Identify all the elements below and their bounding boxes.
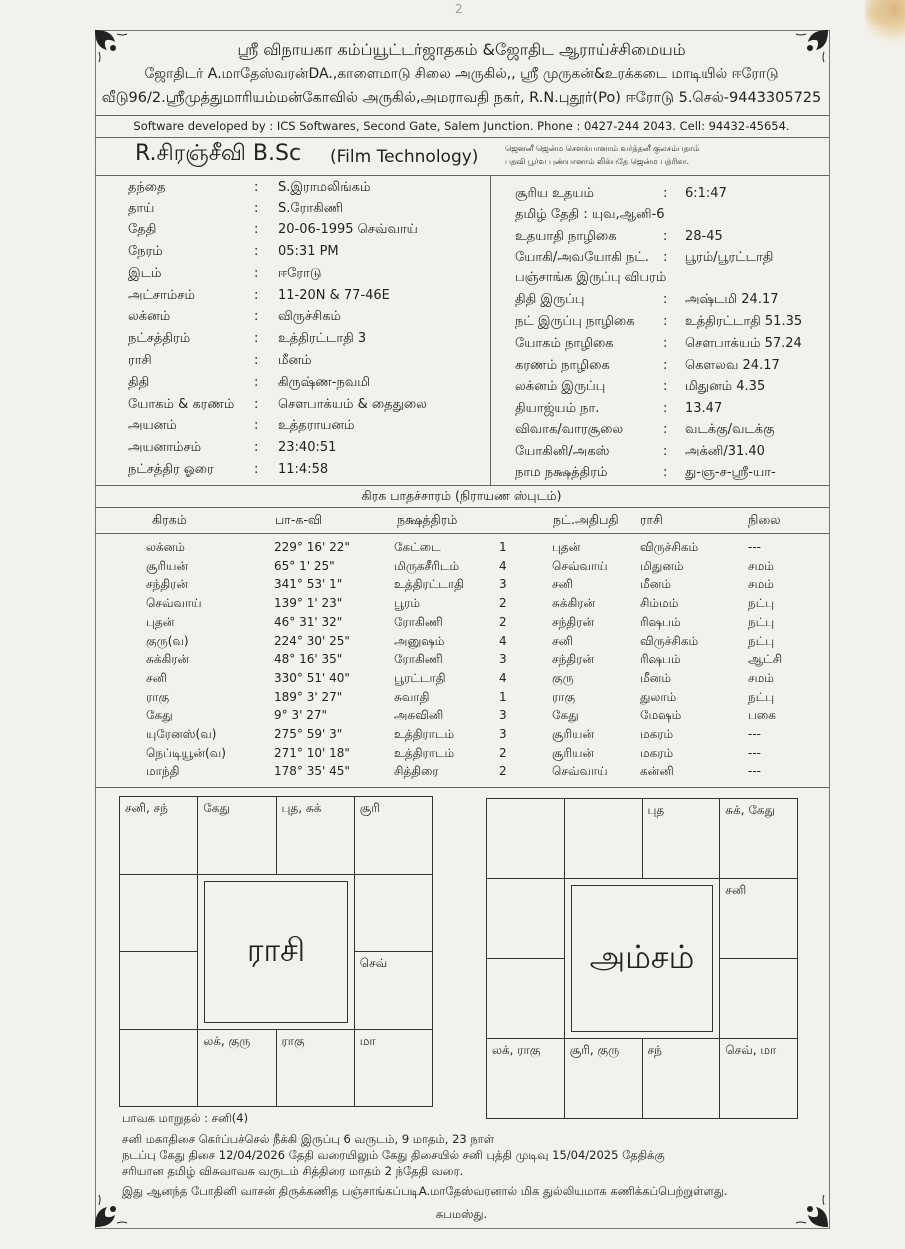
detail-colon: : <box>254 375 259 390</box>
detail-label: லக்னம் <box>128 309 171 324</box>
rasi-chart-title: ராசி <box>204 881 348 1023</box>
divider <box>95 485 829 486</box>
planet-degree: 46° 31' 32" <box>274 614 343 629</box>
current-dasa: நடப்பு கேது திசை 12/04/2026 தேதி வரையிலும் கேது திசையில் சனி புத்தி முடிவு 15/04/2025 தேதிக்கு <box>122 1148 665 1162</box>
planet-degree: 65° 1' 25" <box>274 558 335 573</box>
planet-star: உத்திரட்டாதி <box>394 577 464 592</box>
chart-house <box>119 1029 198 1108</box>
detail-value: S.இராமலிங்கம் <box>278 180 371 195</box>
planet-name: மாந்தி <box>146 764 180 779</box>
planet-name: நெப்டியூன்(வ) <box>146 745 226 760</box>
column-header: ராசி <box>640 512 663 527</box>
detail-value: து-ஞ-ச-ஸ்ரீ-யா- <box>685 465 776 480</box>
detail-value: 20-06-1995 செவ்வாய் <box>278 222 418 237</box>
planet-status: சமம் <box>748 558 774 573</box>
detail-label: யோகி/அவயோகி நட். <box>515 250 649 265</box>
detail-label: நட் இருப்பு நாழிகை <box>515 314 635 329</box>
planet-pada: 1 <box>499 689 507 704</box>
detail-label: நாம நக்ஷத்திரம் <box>515 465 608 480</box>
detail-value: அக்னி/31.40 <box>685 444 765 459</box>
dasa-end-date: சரியான தமிழ் விசுவாவசு வருடம் சித்திரை மாதம் 2 ந்தேதி வரை. <box>122 1164 464 1178</box>
star-lord: ராகு <box>552 689 576 704</box>
detail-label: திதி இருப்பு <box>515 292 585 307</box>
planet-rasi: மகரம் <box>640 745 674 760</box>
planet-rasi: மிதுனம் <box>640 558 684 573</box>
native-qualification: (Film Technology) <box>330 147 479 167</box>
detail-label: அயனாம்சம் <box>128 440 202 455</box>
chart-house: சனி, சந் <box>119 796 198 875</box>
chart-center-area <box>564 878 721 1039</box>
chart-house <box>119 951 198 1030</box>
planet-status: --- <box>748 764 761 779</box>
column-header: நக்ஷத்திரம் <box>397 512 458 527</box>
detail-label: விவாக/வாரசூலை <box>515 422 624 437</box>
detail-colon: : <box>254 180 259 195</box>
star-lord: சனி <box>552 633 573 648</box>
detail-value: விருச்சிகம் <box>278 309 341 324</box>
detail-colon: : <box>663 358 668 373</box>
dasa-balance: சனி மகாதிசை கெர்ப்பச்செல் நீக்கி இருப்பு 6 வருடம், 9 மாதம், 23 நாள் <box>122 1132 495 1146</box>
planet-degree: 48° 16' 35" <box>274 652 343 667</box>
planet-pada: 3 <box>499 727 507 741</box>
bhava-change: பாவக மாறுதல் : சனி(4) <box>122 1111 249 1125</box>
detail-label: கரணம் நாழிகை <box>515 358 610 373</box>
detail-value: 13.47 <box>685 401 723 416</box>
planet-rasi: துலாம் <box>640 689 677 704</box>
sloka-line-2: பதவி பூர்வ புண்யானாம் லிக்யதே ஜென்ம பத்ரிகா. <box>505 157 689 166</box>
detail-label: தாய் <box>128 201 155 216</box>
detail-colon: : <box>663 444 668 459</box>
detail-value: சௌபாக்யம் 57.24 <box>685 336 802 351</box>
detail-label: தியாஜ்யம் நா. <box>515 401 600 416</box>
detail-colon: : <box>254 288 259 303</box>
planet-rasi: மகரம் <box>640 727 674 741</box>
chart-house: லக், ராகு <box>486 1038 565 1119</box>
planet-degree: 275° 59' 3" <box>274 727 343 741</box>
detail-colon: : <box>254 418 259 433</box>
detail-colon: : <box>254 309 259 324</box>
detail-label: நட்சத்திரம் <box>128 331 191 346</box>
detail-colon: : <box>663 250 668 265</box>
planet-name: சுக்கிரன் <box>146 652 190 667</box>
planet-status: சமம் <box>748 577 774 592</box>
detail-label: நட்சத்திர ஓரை <box>128 462 214 477</box>
planet-table-title: கிரக பாதச்சாரம் (நிராயண ஸ்புடம்) <box>361 488 562 503</box>
chart-house <box>354 874 433 953</box>
column-header: நட்.அதிபதி <box>553 512 619 527</box>
planet-rasi: சிம்மம் <box>640 596 679 611</box>
planet-star: மிருகசீரிடம் <box>394 558 460 573</box>
detail-label: யோகம் நாழிகை <box>515 336 614 351</box>
planet-status: நட்பு <box>748 633 775 648</box>
planet-status: சமம் <box>748 670 774 685</box>
planet-star: கேட்டை <box>394 540 441 554</box>
chart-house: சுக், கேது <box>719 798 798 879</box>
column-header: கிரகம் <box>152 512 187 527</box>
planet-pada: 3 <box>499 652 507 667</box>
detail-value: 6:1:47 <box>685 186 727 201</box>
planet-status: --- <box>748 540 761 554</box>
detail-colon: : <box>663 229 668 244</box>
planet-name: லக்னம் <box>146 540 185 554</box>
planet-name: யுரேனஸ்(வ) <box>146 727 217 741</box>
star-lord: செவ்வாய் <box>552 558 608 573</box>
page-mark: 2 <box>455 2 463 16</box>
chart-center-area <box>197 874 355 1030</box>
planet-degree: 178° 35' 45" <box>274 764 350 779</box>
panchanga-heading: பஞ்சாங்க இருப்பு விபரம் <box>515 270 667 285</box>
planet-star: உத்திராடம் <box>394 745 455 760</box>
detail-label: தேதி <box>128 222 157 237</box>
divider <box>95 175 829 176</box>
chart-house: சூரி <box>354 796 433 875</box>
star-lord: சூரியன் <box>552 727 595 741</box>
planet-rasi: விருச்சிகம் <box>640 540 699 554</box>
planet-pada: 3 <box>499 577 507 592</box>
center-title: ஸ்ரீ விநாயகா கம்ப்யூட்டர்ஜாதகம் &ஜோதிட ஆராய்ச்சிமையம் <box>237 40 686 59</box>
detail-colon: : <box>254 440 259 455</box>
planet-rasi: மேஷம் <box>640 708 682 723</box>
planet-degree: 9° 3' 27" <box>274 708 327 723</box>
detail-value: கௌலவ 24.17 <box>685 358 780 373</box>
chart-house: செவ், மா <box>719 1038 798 1119</box>
detail-value: S.ரோகிணி <box>278 201 344 216</box>
divider <box>95 787 829 788</box>
detail-colon: : <box>254 222 259 237</box>
detail-label: லக்னம் இருப்பு <box>515 379 606 394</box>
detail-value: உத்திரட்டாதி 3 <box>278 331 367 346</box>
chart-house: ராகு <box>276 1029 355 1108</box>
planet-degree: 224° 30' 25" <box>274 633 350 648</box>
detail-colon: : <box>254 244 259 259</box>
planet-rasi: கன்னி <box>640 764 674 779</box>
chart-house <box>486 798 565 879</box>
chart-house: சூரி, குரு <box>564 1038 643 1119</box>
detail-colon: : <box>254 201 259 216</box>
planet-degree: 139° 1' 23" <box>274 596 343 611</box>
planet-pada: 2 <box>499 764 507 779</box>
tamil-date: தமிழ் தேதி : யுவ,ஆனி-6 <box>515 207 665 222</box>
planet-name: செவ்வாய் <box>146 596 202 611</box>
planet-pada: 2 <box>499 745 507 760</box>
planet-name: சனி <box>146 670 167 685</box>
detail-value: உத்திரட்டாதி 51.35 <box>685 314 803 329</box>
paper-stain <box>860 0 900 25</box>
planet-degree: 271° 10' 18" <box>274 745 350 760</box>
amsam-chart-title: அம்சம் <box>571 885 714 1032</box>
detail-colon: : <box>663 465 668 480</box>
detail-label: சூரிய உதயம் <box>515 186 594 201</box>
planet-star: உத்திராடம் <box>394 727 455 741</box>
software-credit: Software developed by : ICS Softwares, Second Gate, Salem Junction. Phone : 0427-244 2043. Cell: 94432-45654. <box>133 119 790 133</box>
detail-value: சௌபாக்யம் & தைதுலை <box>278 397 427 412</box>
detail-colon: : <box>663 314 668 329</box>
planet-rasi: ரிஷபம் <box>640 652 681 667</box>
planet-name: குரு(வ) <box>146 633 189 648</box>
column-header: பா-க-வி <box>275 512 323 527</box>
planet-degree: 341° 53' 1" <box>274 577 343 592</box>
detail-value: 28-45 <box>685 229 723 244</box>
detail-colon: : <box>663 186 668 201</box>
star-lord: சூரியன் <box>552 745 595 760</box>
planet-pada: 2 <box>499 614 507 629</box>
planet-status: ஆட்சி <box>748 652 783 667</box>
chart-house: செவ் <box>354 951 433 1030</box>
planet-star: அசுவினி <box>394 708 444 723</box>
planet-pada: 3 <box>499 708 507 723</box>
detail-label: திதி <box>128 375 150 390</box>
star-lord: புதன் <box>552 540 581 554</box>
detail-label: அயனம் <box>128 418 177 433</box>
chart-house <box>564 798 643 879</box>
planet-pada: 4 <box>499 670 507 685</box>
detail-label: உதயாதி நாழிகை <box>515 229 617 244</box>
divider <box>95 533 829 534</box>
planet-pada: 1 <box>499 540 507 554</box>
star-lord: சந்திரன் <box>552 614 595 629</box>
detail-colon: : <box>254 353 259 368</box>
planet-status: --- <box>748 727 761 741</box>
divider <box>95 507 829 508</box>
chart-house: சனி <box>719 878 798 959</box>
planet-degree: 189° 3' 27" <box>274 689 343 704</box>
detail-value: 23:40:51 <box>278 440 337 455</box>
detail-colon: : <box>254 397 259 412</box>
star-lord: சனி <box>552 577 573 592</box>
planet-degree: 330° 51' 40" <box>274 670 350 685</box>
chart-house <box>486 958 565 1039</box>
planet-rasi: மீனம் <box>640 577 671 592</box>
detail-colon: : <box>663 422 668 437</box>
detail-label: நேரம் <box>128 244 163 259</box>
planet-name: கேது <box>146 708 173 723</box>
detail-value: அஷ்டமி 24.17 <box>685 292 779 307</box>
planet-rasi: ரிஷபம் <box>640 614 681 629</box>
planet-name: புதன் <box>146 614 175 629</box>
detail-value: மிதுனம் 4.35 <box>685 379 766 394</box>
planet-pada: 2 <box>499 596 507 611</box>
divider <box>490 175 491 485</box>
planet-status: நட்பு <box>748 614 775 629</box>
planet-star: ரோகிணி <box>394 614 443 629</box>
planet-star: சித்திரை <box>394 764 439 779</box>
detail-colon: : <box>663 401 668 416</box>
detail-value: மீனம் <box>278 353 312 368</box>
sloka-line-1: ஜெனனீ ஜென்ம சௌக்யானாம் வர்த்தனீ குலசம்பதாம் <box>505 144 700 153</box>
star-lord: குரு <box>552 670 574 685</box>
chart-house <box>486 878 565 959</box>
planet-star: சுவாதி <box>394 689 430 704</box>
detail-value: ஈரோடு <box>278 266 322 281</box>
detail-label: யோகம் & கரணம் <box>128 397 235 412</box>
planet-pada: 4 <box>499 558 507 573</box>
detail-value: வடக்கு/வடக்கு <box>685 422 775 437</box>
star-lord: கேது <box>552 708 579 723</box>
planet-name: சந்திரன் <box>146 577 189 592</box>
planet-rasi: மீனம் <box>640 670 671 685</box>
detail-colon: : <box>663 379 668 394</box>
chart-house <box>719 958 798 1039</box>
chart-house <box>119 874 198 953</box>
planet-rasi: விருச்சிகம் <box>640 633 699 648</box>
detail-colon: : <box>663 336 668 351</box>
detail-value: 11-20N & 77-46E <box>278 288 390 303</box>
star-lord: சுக்கிரன் <box>552 596 596 611</box>
planet-status: நட்பு <box>748 689 775 704</box>
star-lord: சந்திரன் <box>552 652 595 667</box>
chart-house: புத, சுக் <box>276 796 355 875</box>
divider <box>95 137 829 138</box>
planet-name: ராகு <box>146 689 170 704</box>
detail-label: ராசி <box>128 353 152 368</box>
planet-star: பூரட்டாதி <box>394 670 446 685</box>
planet-status: பகை <box>748 708 776 723</box>
chart-house: சந் <box>642 1038 721 1119</box>
calculation-note: இது ஆனந்த போதினி வாசன் திருக்கணித பஞ்சாங்கப்படிA.மாதேஸ்வரனால் மிக துல்லியமாக கணிக்கப்பெற்றுள்ளது. <box>122 1184 728 1198</box>
detail-label: தந்தை <box>128 180 166 195</box>
chart-house: கேது <box>197 796 276 875</box>
chart-house: மா <box>354 1029 433 1108</box>
blessing: சுபமஸ்து. <box>435 1207 488 1221</box>
planet-status: --- <box>748 745 761 760</box>
planet-status: நட்பு <box>748 596 775 611</box>
detail-value: 11:4:58 <box>278 462 329 477</box>
detail-value: பூரம்/பூரட்டாதி <box>685 250 774 265</box>
planet-star: பூரம் <box>394 596 421 611</box>
planet-star: அனுஷம் <box>394 633 445 648</box>
detail-colon: : <box>254 462 259 477</box>
column-header: நிலை <box>748 512 781 527</box>
astrologer-address-line: ஜோதிடர் A.மாதேஸ்வரன்DA.,காளைமாடு சிலை அருகில்,, ஸ்ரீ முருகன்&உரக்கடை மாடியில் ஈரோடு <box>144 66 779 82</box>
planet-star: ரோகிணி <box>394 652 443 667</box>
planet-name: சூரியன் <box>146 558 189 573</box>
chart-house: புத <box>642 798 721 879</box>
detail-colon: : <box>254 331 259 346</box>
detail-colon: : <box>663 292 668 307</box>
planet-degree: 229° 16' 22" <box>274 540 350 554</box>
detail-value: உத்தராயனம் <box>278 418 355 433</box>
astrologer-contact-line: வீடு96/2.ஸ்ரீமுத்துமாரியம்மன்கோவில் அருகில்,அமராவதி நகர், R.N.புதூர்(Po) ஈரோடு 5.செல்-9443305725 <box>101 90 822 106</box>
detail-value: கிருஷ்ண-நவமி <box>278 375 371 390</box>
star-lord: செவ்வாய் <box>552 764 608 779</box>
detail-label: யோகினி/அகஸ் <box>515 444 610 459</box>
detail-label: இடம் <box>128 266 162 281</box>
native-name: R.சிரஞ்சீவி B.Sc <box>135 141 302 166</box>
detail-value: 05:31 PM <box>278 244 339 259</box>
chart-house: லக், குரு <box>197 1029 276 1108</box>
divider <box>95 115 829 116</box>
planet-pada: 4 <box>499 633 507 648</box>
detail-label: அட்சாம்சம் <box>128 288 195 303</box>
detail-colon: : <box>254 266 259 281</box>
